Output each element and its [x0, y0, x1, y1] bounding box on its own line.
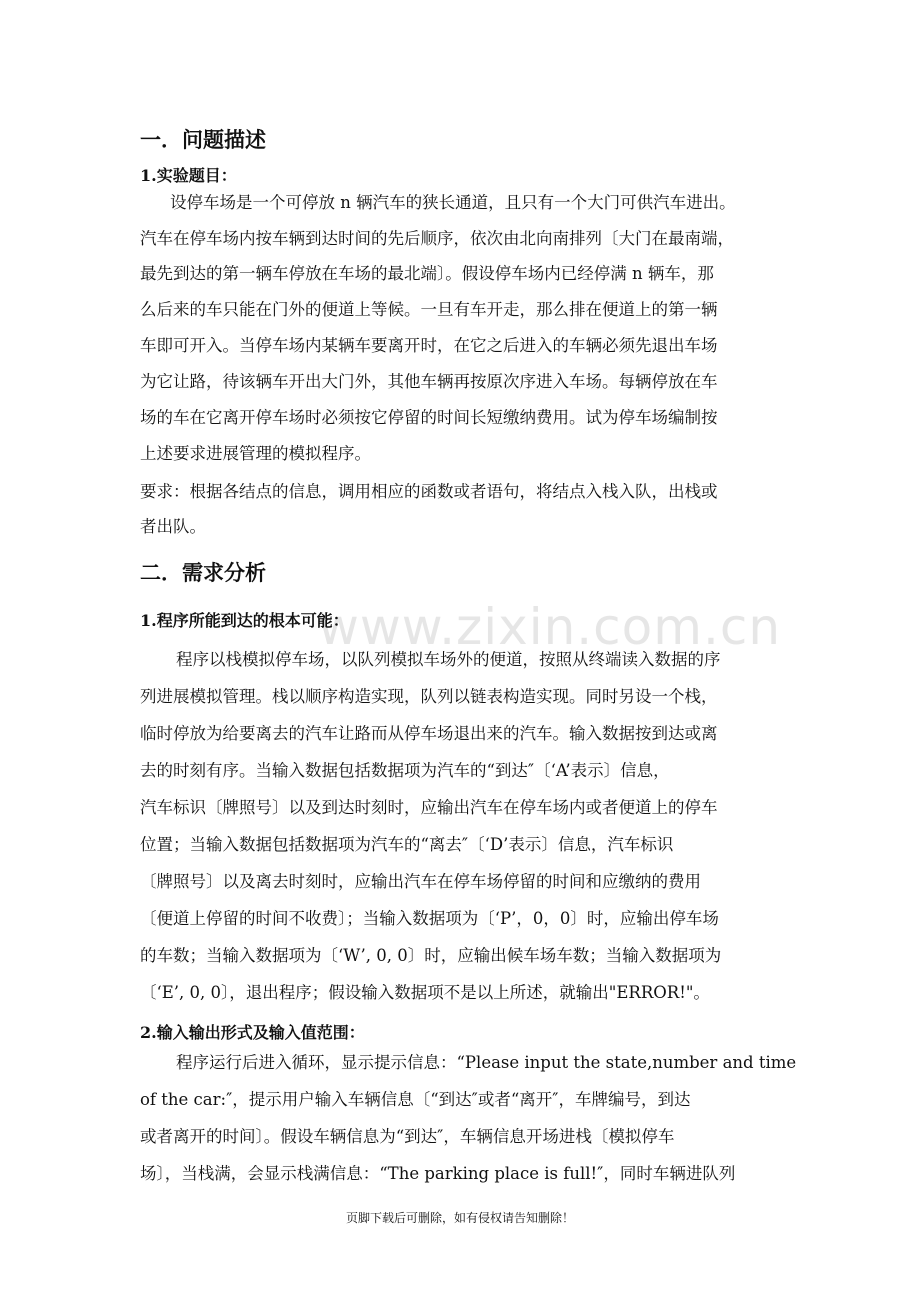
subsection-io-format: 2.输入输出形式及输入值范围： — [140, 1023, 365, 1042]
paragraph-line: 场的车在它离开停车场时必须按它停留的时间长短缴纳费用。试为停车场编制按 — [140, 408, 718, 427]
section-title-problem: 一．问题描述 — [140, 128, 266, 152]
paragraph-line: 的车数；当输入数据项为〔‘W’, 0, 0〕时，应输出候车场车数；当输入数据项为 — [140, 946, 722, 965]
paragraph-line: 程序运行后进入循环，显示提示信息：“Please input the state,number and time — [176, 1053, 797, 1072]
paragraph-line: 汽车在停车场内按车辆到达时间的先后顺序，依次由北向南排列〔大门在最南端， — [140, 229, 734, 248]
paragraph-line: 汽车标识〔牌照号〕以及到达时刻时，应输出汽车在停车场内或者便道上的停车 — [140, 798, 718, 817]
subsection-capabilities: 1.程序所能到达的根本可能： — [140, 611, 349, 630]
paragraph-line: 或者离开的时间〕。假设车辆信息为“到达″，车辆信息开场进栈〔模拟停车 — [140, 1127, 675, 1146]
page-footer: 页脚下载后可删除，如有侵权请告知删除！ — [345, 1211, 574, 1225]
watermark: www.zixin.com.cn — [318, 598, 782, 656]
paragraph-line: 〔‘E’, 0, 0〕，退出程序；假设输入数据项不是以上所述，就输出"ERROR!"。 — [140, 983, 710, 1002]
requirement-line: 要求：根据各结点的信息，调用相应的函数或者语句，将结点入栈入队，出栈或 — [140, 482, 718, 501]
paragraph-line: 位置；当输入数据包括数据项为汽车的“离去″〔‘D’表示〕信息，汽车标识 — [140, 835, 674, 854]
paragraph-line: 列进展模拟管理。栈以顺序构造实现，队列以链表构造实现。同时另设一个栈， — [140, 687, 718, 706]
paragraph-line: 车即可开入。当停车场内某辆车要离开时，在它之后进入的车辆必须先退出车场 — [140, 336, 718, 355]
paragraph-line: 去的时刻有序。当输入数据包括数据项为汽车的“到达″〔‘A’表示〕信息， — [140, 761, 670, 780]
paragraph-line: 最先到达的第一辆车停放在车场的最北端〕。假设停车场内已经停满 n 辆车，那 — [140, 264, 714, 283]
requirement-line: 者出队。 — [140, 517, 206, 536]
paragraph-line: 为它让路，待该辆车开出大门外，其他车辆再按原次序进入车场。每辆停放在车 — [140, 372, 718, 391]
paragraph-line: 上述要求进展管理的模拟程序。 — [140, 444, 371, 463]
subsection-experiment-title: 1.实验题目： — [140, 166, 237, 185]
paragraph-line: 程序以栈模拟停车场，以队列模拟车场外的便道，按照从终端读入数据的序 — [176, 650, 721, 669]
paragraph-line: 设停车场是一个可停放 n 辆汽车的狭长通道，且只有一个大门可供汽车进出。 — [170, 193, 736, 212]
paragraph-line: of the car:″，提示用户输入车辆信息〔“到达″或者“离开″，车牌编号，到达 — [140, 1090, 691, 1109]
paragraph-line: 临时停放为给要离去的汽车让路而从停车场退出来的汽车。输入数据按到达或离 — [140, 724, 718, 743]
paragraph-line: 场〕，当栈满，会显示栈满信息：“The parking place is full!″，同时车辆进队列 — [140, 1164, 736, 1183]
paragraph-line: 么后来的车只能在门外的便道上等候。一旦有车开走，那么排在便道上的第一辆 — [140, 300, 718, 319]
paragraph-line: 〔便道上停留的时间不收费〕；当输入数据项为〔‘P’，0，0〕时，应输出停车场 — [140, 909, 719, 928]
section-title-requirements: 二．需求分析 — [140, 561, 266, 585]
paragraph-line: 〔牌照号〕以及离去时刻时，应输出汽车在停车场停留的时间和应缴纳的费用 — [140, 872, 701, 891]
